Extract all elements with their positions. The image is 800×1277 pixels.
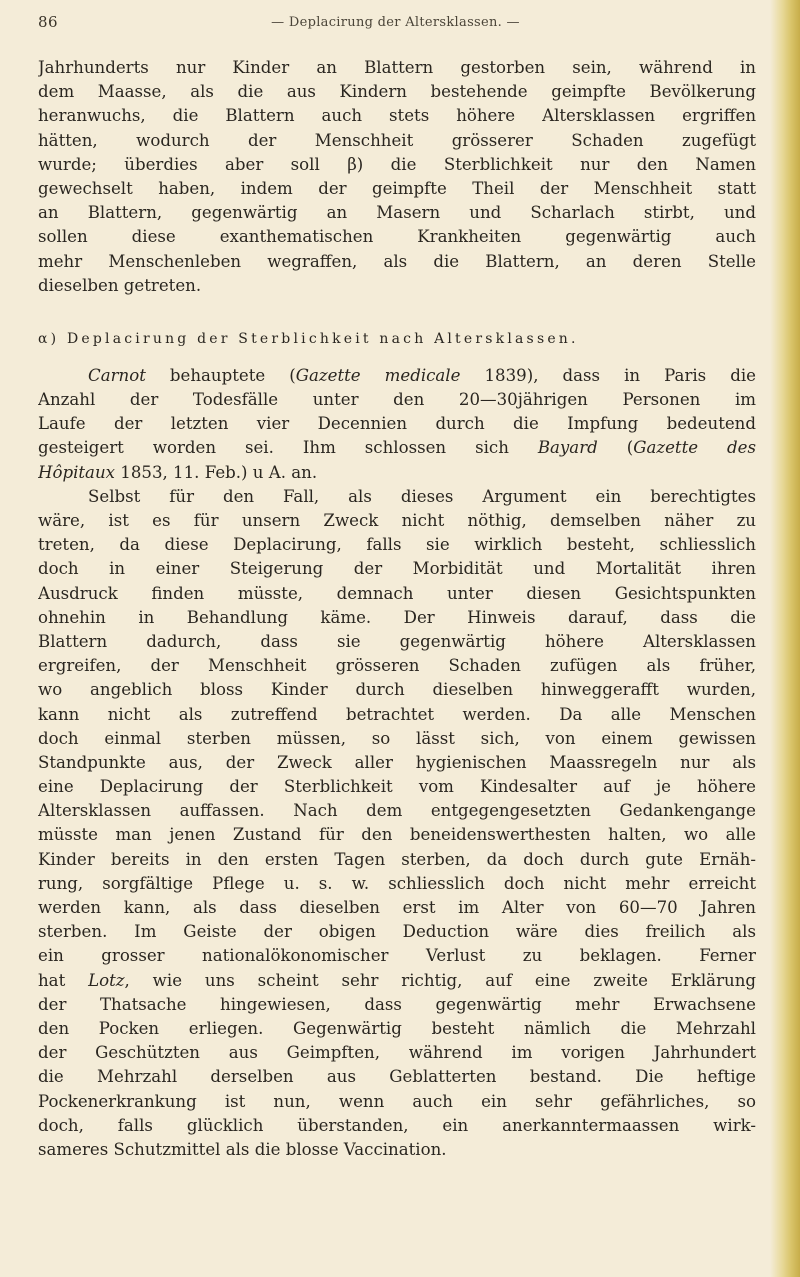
text-line: doch, falls glücklich überstanden, ein anerkanntermaassen wirk- (38, 1115, 756, 1135)
running-head: — Deplacirung der Altersklassen. — (271, 14, 520, 30)
body-text (38, 56, 756, 1162)
journal-title: Gazette des (633, 438, 756, 458)
text-run: , wie uns scheint sehr richtig, auf eine zweite Erklärung (124, 970, 756, 990)
paragraph-3 (38, 485, 756, 1162)
text-run: hat (38, 970, 89, 990)
text-line: Ausdruck finden müsste, demnach unter diesen Gesichtspunkten (38, 583, 756, 603)
text-line: Kinder bereits in den ersten Tagen sterben, da doch durch gute Ernäh- (38, 849, 756, 869)
spacer (38, 298, 756, 326)
text-run: behauptete ( (145, 365, 296, 385)
text-line: die Mehrzahl derselben aus Geblatterten bestand. Die heftige (38, 1067, 756, 1087)
page-number: 86 (38, 13, 59, 31)
text-line: Pockenerkrankung ist nun, wenn auch ein sehr gefährliches, so (38, 1091, 756, 1111)
text-line: der Geschützten aus Geimpften, während im vorigen Jahrhundert (38, 1043, 756, 1063)
author-name: Lotz (88, 970, 125, 990)
text-line: treten, da diese Deplacirung, falls sie wirklich besteht, schliesslich (38, 535, 756, 555)
text-run: 1839), dass in Paris die (460, 365, 756, 385)
text-line (38, 969, 756, 993)
text-line: Blattern dadurch, dass sie gegenwärtig höhere Altersklassen (38, 631, 756, 651)
author-name: Bayard (537, 438, 598, 458)
text-line: Altersklassen auffassen. Nach dem entgegengesetzten Gedankengange (38, 801, 756, 821)
journal-title: Hôpitaux (38, 462, 115, 482)
text-line: wo angeblich bloss Kinder durch dieselben hinweggerafft wurden, (38, 680, 756, 700)
text-line: sollen diese exanthematischen Krankheiten gegenwärtig auch (38, 227, 756, 247)
text-line (38, 461, 756, 485)
text-line: hätten, wodurch der Menschheit grösserer Schaden zugefügt (38, 130, 756, 150)
text-line: Standpunkte aus, der Zweck aller hygienischen Maassregeln nur als (38, 752, 756, 772)
text-line: wurde; überdies aber soll β) die Sterblichkeit nur den Namen (38, 154, 756, 174)
paragraph-2 (38, 364, 756, 485)
text-line: kann nicht als zutreffend betrachtet werden. Da alle Menschen (38, 704, 756, 724)
author-name: Carnot (88, 365, 146, 385)
text-run: ( (597, 438, 634, 458)
text-line: Jahrhunderts nur Kinder an Blattern gestorben sein, während in (38, 58, 756, 77)
text-line: doch einmal sterben müssen, so lässt sich, von einem gewissen (38, 728, 756, 748)
text-line: gewechselt haben, indem der geimpfte Theil der Menschheit statt (38, 178, 756, 198)
page-edge-discoloration (770, 0, 800, 1277)
text-line: eine Deplacirung der Sterblichkeit vom Kindesalter auf je höhere (38, 777, 756, 797)
text-line: sameres Schutzmittel als die blosse Vaccination. (38, 1139, 447, 1159)
section-heading: α) Deplacirung der Sterblichkeit nach Altersklassen. (38, 330, 579, 347)
text-line: rung, sorgfältige Pflege u. s. w. schliesslich doch nicht mehr erreicht (38, 873, 756, 893)
text-line: wäre, ist es für unsern Zweck nicht nöthig, demselben näher zu (38, 511, 756, 530)
text-line: den Pocken erliegen. Gegenwärtig besteht nämlich die Mehrzahl (38, 1018, 756, 1038)
text-line: werden kann, als dass dieselben erst im Alter von 60—70 Jahren (38, 898, 756, 917)
text-line: dieselben getreten. (38, 275, 202, 295)
text-line: Anzahl der Todesfälle unter den 20—30jährigen Personen im (38, 390, 756, 410)
text-line: ein grosser nationalökonomischer Verlust zu beklagen. Ferner (38, 946, 756, 966)
text-line: Laufe der letzten vier Decennien durch die Impfung bedeutend (38, 414, 756, 434)
text-line: ohnehin in Behandlung käme. Der Hinweis darauf, dass die (38, 607, 756, 627)
text-run: 1853, 11. Feb.) u A. an. (115, 462, 318, 482)
text-line: Selbst für den Fall, als dieses Argument ein berechtigtes (88, 486, 756, 506)
spacer (38, 352, 756, 364)
text-line: müsste man jenen Zustand für den beneidenswerthesten halten, wo alle (38, 825, 756, 845)
text-line (38, 364, 756, 388)
text-line: mehr Menschenleben wegraffen, als die Blattern, an deren Stelle (38, 251, 756, 271)
journal-title: Gazette medicale (295, 365, 461, 385)
text-line: sterben. Im Geiste der obigen Deduction wäre dies freilich als (38, 922, 756, 942)
text-line: heranwuchs, die Blattern auch stets höhere Altersklassen ergriffen (38, 106, 756, 126)
text-run: gesteigert worden sei. Ihm schlossen sich (38, 438, 538, 458)
text-line: der Thatsache hingewiesen, dass gegenwärtig mehr Erwachsene (38, 994, 756, 1014)
text-line: doch in einer Steigerung der Morbidität und Mortalität ihren (38, 559, 756, 579)
text-line (38, 436, 756, 460)
text-line: ergreifen, der Menschheit grösseren Schaden zufügen als früher, (38, 656, 756, 676)
text-line: dem Maasse, als die aus Kindern bestehende geimpfte Bevölkerung (38, 82, 756, 102)
text-line: an Blattern, gegenwärtig an Masern und Scharlach stirbt, und (38, 203, 756, 223)
paragraph-1 (38, 56, 756, 298)
page-header (38, 6, 753, 38)
